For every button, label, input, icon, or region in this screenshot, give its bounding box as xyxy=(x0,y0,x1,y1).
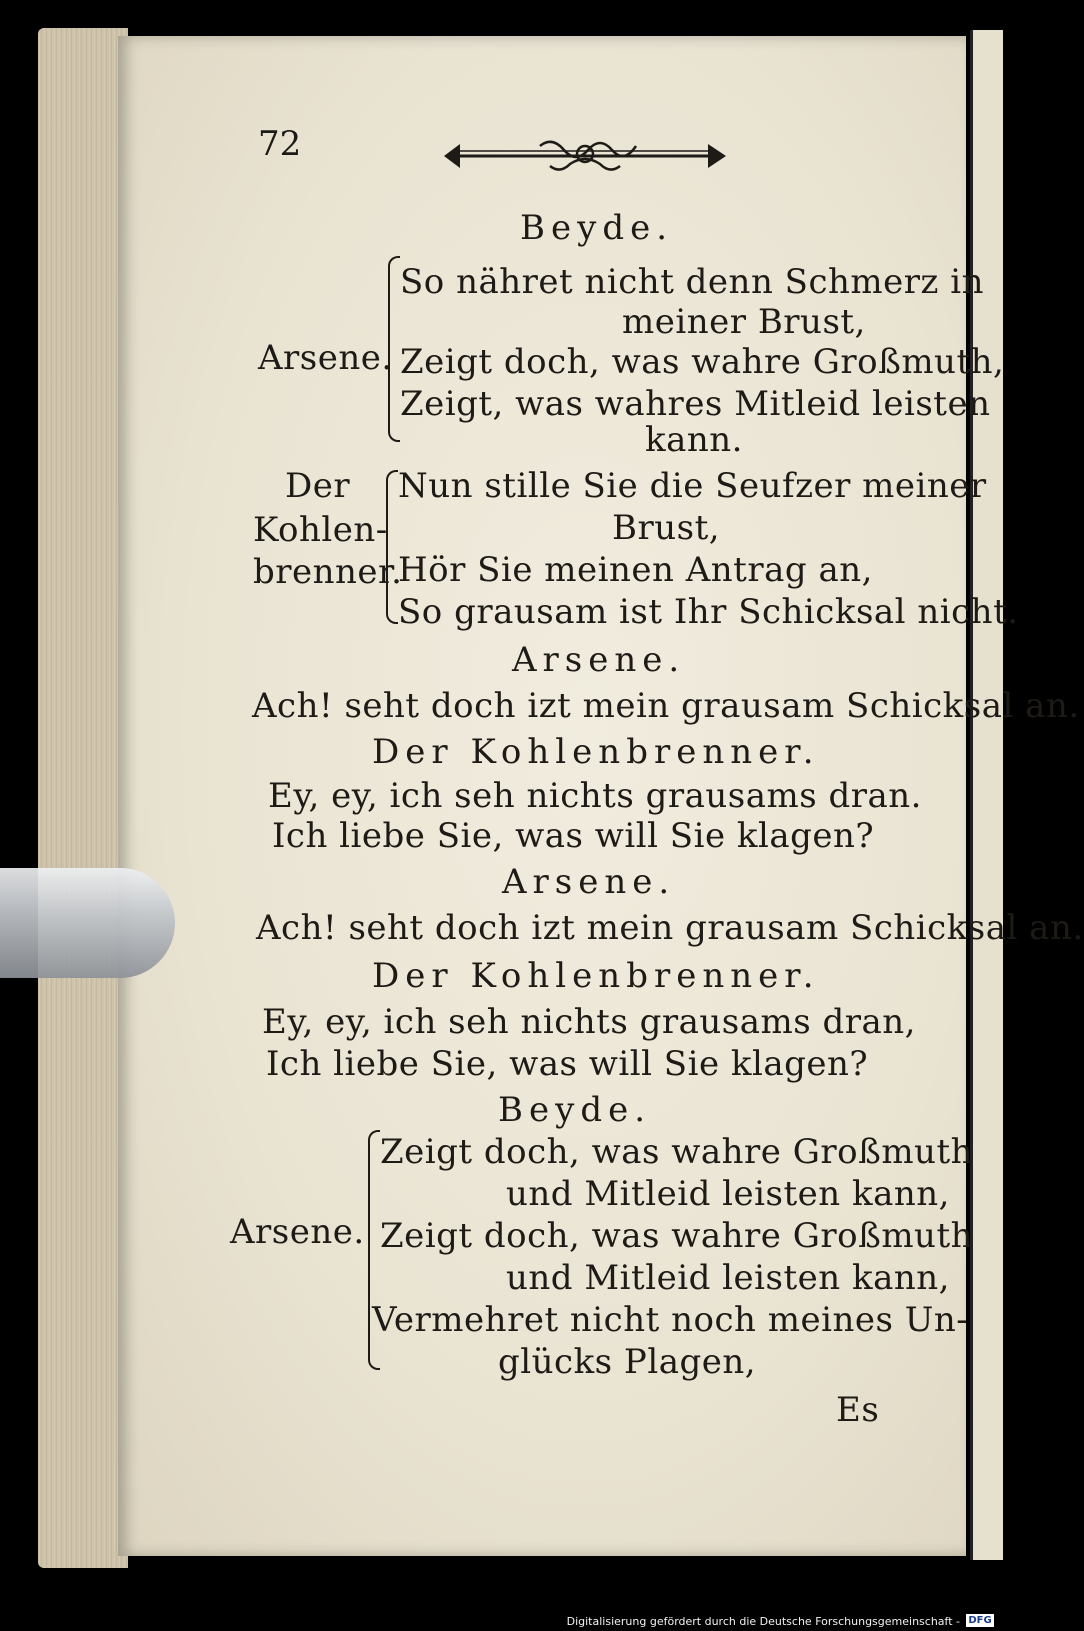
verse-line: Ey, ey, ich seh nichts grausams dran, xyxy=(262,1002,916,1042)
speaker-heading: Der Kohlenbrenner. xyxy=(372,956,820,996)
verse-line: Zeigt, was wahres Mitleid leisten xyxy=(400,384,991,424)
verse-line: glücks Plagen, xyxy=(498,1342,757,1382)
verse-line: Zeigt doch, was wahre Großmuth, xyxy=(400,342,1005,382)
verse-line: Ich liebe Sie, was will Sie klagen? xyxy=(272,816,875,856)
speaker-brace xyxy=(388,256,400,442)
speaker-heading: Arsene. xyxy=(512,640,686,680)
speaker-heading: Beyde. xyxy=(498,1090,652,1130)
speaker-label: Kohlen- xyxy=(253,510,388,550)
verse-line: Brust, xyxy=(612,508,721,548)
verse-line: So grausam ist Ihr Schicksal nicht. xyxy=(398,592,1019,632)
verse-line: Ey, ey, ich seh nichts grausams dran. xyxy=(268,776,922,816)
speaker-label: brenner. xyxy=(253,552,403,592)
book-page-edges xyxy=(38,28,128,1568)
speaker-label: Der xyxy=(285,466,351,506)
verse-line: Ach! seht doch izt mein grausam Schicksal an. xyxy=(256,908,1084,948)
speaker-label: Arsene. xyxy=(258,338,393,378)
verse-line: Ich liebe Sie, was will Sie klagen? xyxy=(266,1044,869,1084)
verse-line: meiner Brust, xyxy=(622,302,866,342)
footer-credit: Digitalisierung gefördert durch die Deutsche Forschungsgemeinschaft - xyxy=(566,1615,960,1628)
page-number: 72 xyxy=(258,124,302,164)
verse-line: kann. xyxy=(645,420,743,460)
speaker-heading: Der Kohlenbrenner. xyxy=(372,732,820,772)
verse-line: Zeigt doch, was wahre Großmuth xyxy=(380,1216,974,1256)
verse-line: So nähret nicht denn Schmerz in xyxy=(400,262,984,302)
verse-line: und Mitleid leisten kann, xyxy=(506,1174,950,1214)
verse-line: Ach! seht doch izt mein grausam Schicksal an. xyxy=(252,686,1080,726)
verse-line: Zeigt doch, was wahre Großmuth xyxy=(380,1132,974,1172)
scanner-page-clamp xyxy=(0,868,175,978)
speaker-brace xyxy=(386,470,398,624)
verse-line: Vermehret nicht noch meines Un- xyxy=(372,1300,969,1340)
dfg-logo: DFG xyxy=(966,1614,994,1627)
ornament-icon xyxy=(440,134,730,178)
facing-page-edge xyxy=(970,30,1003,1560)
verse-line: Nun stille Sie die Seufzer meiner xyxy=(398,466,987,506)
speaker-heading: Arsene. xyxy=(502,862,676,902)
verse-line: und Mitleid leisten kann, xyxy=(506,1258,950,1298)
verse-line: Hör Sie meinen Antrag an, xyxy=(398,550,873,590)
catchword: Es xyxy=(836,1390,880,1430)
speaker-label: Arsene. xyxy=(230,1212,365,1252)
speaker-heading: Beyde. xyxy=(520,208,674,248)
